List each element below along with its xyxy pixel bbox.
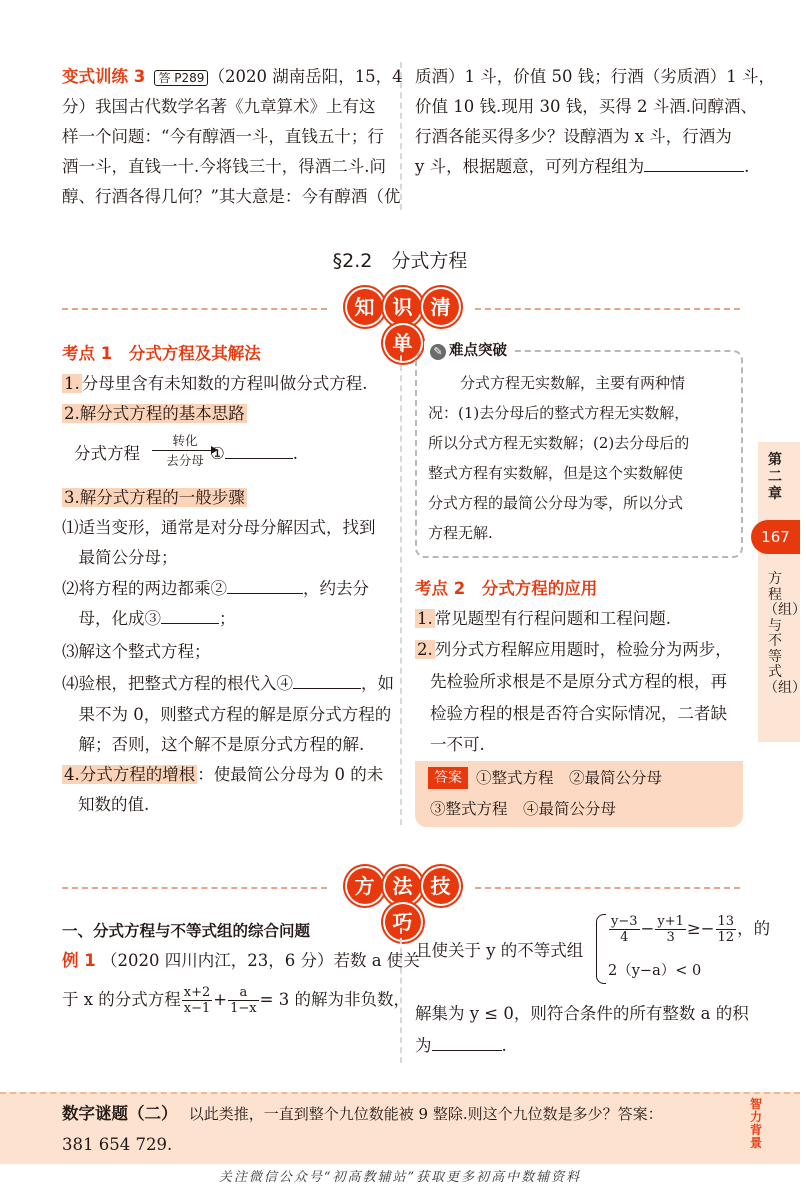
top-right-line-3: y 斗，根据题意，可列方程组为 <box>415 157 645 176</box>
kp1-item1: 分母里含有未知数的方程叫做分式方程. <box>81 374 368 393</box>
kp2-title: 考点 2 分式方程的应用 <box>415 579 598 598</box>
answer-tag: 答案 <box>428 767 468 789</box>
ineq-blank <box>432 1035 502 1051</box>
chapter-topic: 方程（组）与不等式（组） <box>764 571 806 696</box>
top-left-line-0: （2020 湖南岳阳，15，4 <box>208 67 403 86</box>
difficulty-title: 难点突破 <box>449 343 507 359</box>
puzzle-text: 以此类推，一直到整个九位数能被 9 整除.则这个九位数是多少？答案： <box>188 1105 663 1123</box>
kp1-step-4: 母，化成③ <box>62 609 161 628</box>
plus-sign: + <box>213 990 228 1009</box>
column-divider <box>400 62 402 210</box>
top-left-line-4: 醇、行酒各得几何？”其大意是：今有醇酒（优 <box>62 187 401 206</box>
blank-4 <box>293 673 361 689</box>
example-equation <box>62 980 410 1020</box>
top-left-line-1: 分）我国古代数学名著《九章算术》上有这 <box>62 97 376 116</box>
blank-2 <box>227 578 303 594</box>
banner2-rule-left <box>62 887 327 889</box>
puzzle-answer: 381 654 729. <box>62 1135 173 1154</box>
blank-3 <box>161 608 219 624</box>
fraction-2: $\frac{a}{1-x}$ <box>230 985 257 1016</box>
brace <box>596 914 606 984</box>
top-right-line-2: 行酒各能买得多少？设醇酒为 x 斗，行酒为 <box>415 127 732 146</box>
kp1-step-5: ； <box>219 609 236 628</box>
kp1-step-7: ⑷验根，把整式方程的根代入④ <box>62 674 293 693</box>
period: . <box>744 157 750 176</box>
answer-line-1: ①整式方程 ②最简公分母 <box>476 769 663 787</box>
kp1-step-8: ，如 <box>361 674 394 693</box>
kp1-item3: 3.解分式方程的一般步骤 <box>64 488 245 507</box>
kp1-step-0: ⑴适当变形，通常是对分母分解因式，找到 <box>62 518 376 537</box>
ineq-line-1: $\frac{y-3}{4}$ − $\frac{y+1}{3}$ ≥− $\frac{13}{12}$ ，的 <box>611 914 771 945</box>
difficulty-line-0: 分式方程无实数解，主要有两种情 <box>460 374 686 392</box>
kp2-line-2: 检验方程的根是否符合实际情况，二者缺 <box>430 704 727 723</box>
section-title: §2.2 分式方程 <box>332 250 468 272</box>
fraction-1: $\frac{x+2}{x-1}$ <box>183 985 211 1016</box>
kp1-item2: 2.解分式方程的基本思路 <box>64 404 245 423</box>
kp2-line-3: 一不可. <box>430 735 485 754</box>
kp1-step-1: 最简公分母； <box>62 548 178 567</box>
flow-blank <box>225 443 293 459</box>
banner2-rule-right <box>475 887 740 889</box>
answer-line-2: ③整式方程 ④最简公分母 <box>430 800 617 818</box>
flow-arrow-bottom: 去分母 <box>166 453 204 468</box>
kp2-item2-num: 2. <box>417 640 433 659</box>
column-divider-3 <box>400 918 402 1063</box>
kp1-item4-tail: ：使最简公分母为 0 的未 <box>197 765 384 784</box>
page-number: 167 <box>751 520 800 554</box>
top-left-line-2: 样一个问题：“今有醇酒一斗，直钱五十；行 <box>62 127 384 146</box>
top-right-line-0: 质酒）1 斗，价值 50 钱；行酒（劣质酒）1 斗， <box>415 67 775 86</box>
kp2-line-1: 先检验所求根是不是原分式方程的根，再 <box>430 672 727 691</box>
bottom-note: 关注微信公众号“初高教辅站”获取更多初高中数辅资料 <box>218 1170 582 1185</box>
difficulty-line-3: 整式方程有实数解，但是这个实数解使 <box>428 464 684 482</box>
exercise-label: 变式训练 3 <box>62 67 146 86</box>
kp1-step-9: 果不为 0，则整式方程的解是原分式方程的 <box>62 705 392 724</box>
example-label: 例 1 <box>62 951 96 970</box>
difficulty-line-5: 方程无解. <box>428 524 493 542</box>
kp1-title: 考点 1 分式方程及其解法 <box>62 344 261 363</box>
kp1-flow-left: 分式方程 <box>74 444 140 463</box>
eq-post: = 3 的解为非负数， <box>259 990 410 1009</box>
flow-end: . <box>292 444 299 463</box>
kp1-item4-line2: 知数的值. <box>78 795 150 814</box>
answer-page-tag: 答 P289 <box>154 70 208 86</box>
puzzle-title: 数字谜题（二） <box>62 1104 178 1123</box>
top-right-line-1: 价值 10 钱.现用 30 钱，买得 2 斗酒.问醇酒、 <box>415 97 757 116</box>
ineq-line-2: 2（y−a）< 0 <box>608 963 702 979</box>
kp1-item4-head: 4.分式方程的增根 <box>64 765 196 784</box>
kp1-step-2: ⑵将方程的两边都乘② <box>62 579 227 598</box>
pencil-icon: ✎ <box>430 344 446 360</box>
ineq-right-line-3-pre: 为 <box>415 1036 432 1055</box>
ineq-right-line-2: 解集为 y ≤ 0，则符合条件的所有整数 a 的积 <box>415 1004 749 1023</box>
kp2-line-0: 列分式方程解应用题时，检验分为两步， <box>434 640 732 659</box>
kp2-item1: 常见题型有行程问题和工程问题. <box>434 609 671 628</box>
chapter-label: 第二章 <box>768 452 782 502</box>
banner-rule-left <box>62 308 327 310</box>
kp2-item1-num: 1. <box>417 609 433 628</box>
eq-pre: 于 x 的分式方程 <box>62 990 181 1009</box>
example-source: （2020 四川内江，23，6 分）若数 a 使关 <box>100 951 420 970</box>
puzzle-side-tag: 智力背景 <box>749 1097 762 1150</box>
ineq-right-line-3-post: . <box>501 1036 507 1055</box>
column-divider-2 <box>400 345 402 825</box>
difficulty-header <box>424 341 513 361</box>
kp1-step-3: ，约去分 <box>303 579 369 598</box>
ineq-pre: 且使关于 y 的不等式组 <box>415 941 584 960</box>
answer-blank <box>644 156 744 172</box>
flow-arrow-top: 转化 <box>172 433 198 448</box>
difficulty-line-2: 所以分式方程无实数解；(2)去分母后的 <box>428 434 690 452</box>
kp1-step-6: ⑶解这个整式方程； <box>62 642 211 661</box>
flow-circle: ① <box>210 444 225 463</box>
top-left-line-3: 酒一斗，直钱一十.今将钱三十，得酒二斗.问 <box>62 157 386 176</box>
banner-method-tips: 方 法 技巧 <box>330 868 475 940</box>
difficulty-line-1: 况：(1)去分母后的整式方程无实数解， <box>428 404 690 422</box>
kp1-step-10: 解；否则，这个解不是原分式方程的解. <box>62 735 365 754</box>
difficulty-line-4: 分式方程的最简公分母为零，所以分式 <box>428 494 684 512</box>
banner-knowledge-list: 知 识 清单 <box>330 289 475 361</box>
kp1-item1-num: 1. <box>64 374 80 393</box>
banner-rule-right <box>475 308 740 310</box>
method-heading: 一、分式方程与不等式组的综合问题 <box>62 922 311 940</box>
